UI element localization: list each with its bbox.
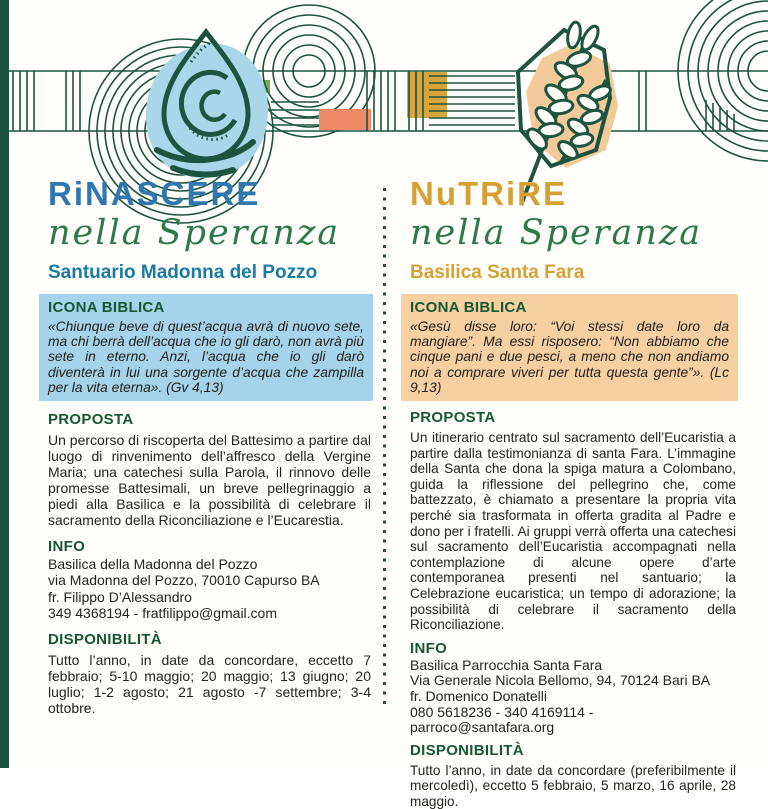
right-info-heading: INFO: [410, 639, 448, 657]
left-icona-heading: ICONA BIBLICA: [48, 299, 165, 316]
left-place-name: Santuario Madonna del Pozzo: [48, 262, 318, 283]
right-info-address: Via Generale Nicola Bellomo, 94, 70124 Bari BA: [410, 672, 711, 689]
right-info-venue: Basilica Parrocchia Santa Fara: [410, 656, 603, 673]
left-icona-biblica-box: [39, 294, 373, 401]
right-disponibilita-text: Tutto l’anno, in date da concordare (preferibilmente il mercoledì), eccetto 5 febbraio, 5 marzo, 16 aprile, 28 maggio.: [410, 762, 736, 809]
left-proposta-heading: PROPOSTA: [48, 411, 134, 429]
right-info-section: [401, 640, 738, 736]
left-info-venue: Basilica della Madonna del Pozzo: [48, 556, 258, 573]
right-icona-text: «Gesù disse loro: “Voi stessi date loro da mangiare”. Ma essi risposero: “Non abbiamo che cinque pani e due pesci, a meno che non andiamo noi a comprare viveri per tutta questa gente”». (Lc 9,13): [410, 319, 729, 395]
right-info-phone-email: 080 5618236 - 340 4169114 - parroco@santafara.org: [410, 703, 594, 736]
right-disponibilita-heading: DISPONIBILITÀ: [410, 741, 524, 759]
right-icona-heading: ICONA BIBLICA: [410, 299, 527, 316]
left-icona-text: «Chiunque beve di quest’acqua avrà di nuovo sete, ma chi berrà dell’acqua che io gli darò, non avrà più sete in eterno. Anzi, l’acqua che io gli darò diventerà in lui una sorgente d’acqua che zampilla per la vita eterna». (Gv 4,13): [48, 319, 364, 395]
right-title: NuTRiRE: [410, 175, 567, 212]
right-proposta-heading: PROPOSTA: [410, 409, 496, 427]
left-title: RiNASCERE: [48, 175, 261, 212]
left-accent-bar: [0, 0, 9, 768]
left-info-address: via Madonna del Pozzo, 70010 Capurso BA: [48, 572, 320, 589]
left-subtitle-script: nella Speranza: [48, 213, 341, 253]
left-disponibilita-text: Tutto l’anno, in date da concordare, eccetto 7 febbraio; 5-10 maggio; 20 maggio; 13 giugno; 20 luglio; 1-2 agosto; 21 agosto -7 settembre; 3-4 ottobre.: [48, 652, 371, 717]
right-info-contact-person: fr. Domenico Donatelli: [410, 687, 547, 704]
right-proposta-text: Un itinerario centrato sul sacramento dell’Eucaristia a partire dalla testimonianza di santa Fara. L’immagine della Santa che dona la spiga matura a Colombano, guida la riflessione del pellegrino che, come battezzato, è chiamato a presentare la propria vita perché sia trasformata in offerta gradita al Padre e dono per i fratelli. Ai gruppi verrà offerta una catechesi sul sacramento dell’Eucaristia accompagnati nella contemplazione di alcune opere d’arte contemporanea presenti nel santuario; la Celebrazione eucaristica; un tempo di adorazione; la possibilità di celebrare il sacramento della Riconciliazione.: [410, 430, 736, 633]
left-proposta-text: Un percorso di riscoperta del Battesimo a partire dal luogo di rinvenimento dell’affresco della Vergine Maria; una catechesi sulla Parola, il rinnovo delle promesse Battesimali, un breve pellegrinaggio a piedi alla Basilica e la possibilità di celebrare il sacramento della Riconciliazione e l’Eucarestia.: [48, 432, 371, 529]
right-disponibilita-section: [401, 742, 738, 809]
left-info-contact-person: fr. Filippo D’Alessandro: [48, 588, 192, 605]
dotted-column-divider: [383, 188, 386, 704]
column-madonna-del-pozzo: [39, 176, 373, 716]
left-info-heading: INFO: [48, 538, 86, 556]
left-disponibilita-section: [39, 631, 373, 716]
decorative-band: [9, 70, 768, 132]
left-info-section: [39, 538, 373, 621]
left-proposta-section: [39, 411, 373, 528]
right-proposta-section: [401, 409, 738, 633]
salmon-accent-rect: [319, 109, 371, 130]
column-santa-fara: [401, 176, 738, 809]
left-info-phone-email: 349 4368194 - fratfilippo@gmail.com: [48, 604, 278, 621]
water-drop-icon: [141, 26, 273, 184]
right-subtitle-script: nella Speranza: [410, 213, 703, 253]
left-disponibilita-heading: DISPONIBILITÀ: [48, 631, 162, 649]
right-icona-biblica-box: [401, 294, 738, 401]
right-place-name: Basilica Santa Fara: [410, 262, 585, 283]
